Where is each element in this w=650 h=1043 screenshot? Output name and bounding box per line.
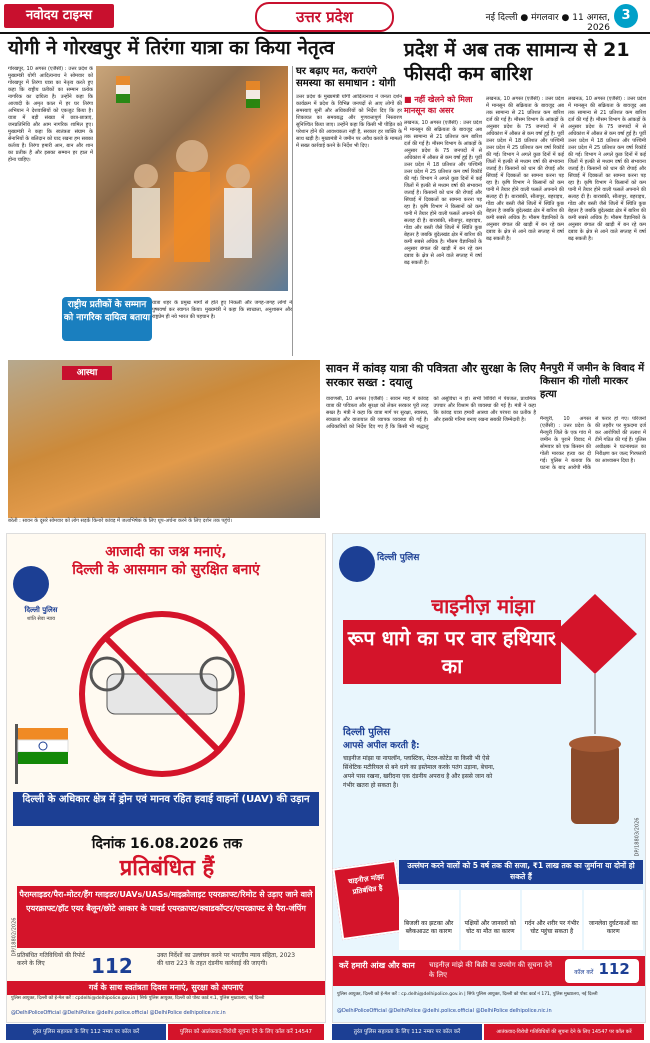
sidebar-body: उत्तर प्रदेश के मुख्यमंत्री योगी आदित्यनाथ ने जनता दर्शन कार्यक्रम में प्रदेश के विभिन्न जनपदों से आए लोगों की समस्याएं सुनीं और अधिकारियों को निर्देश दिए कि हर शिकायत का समयबद्ध और गुणवत्तापूर्ण निस्तारण सुनिश्चित किया जाए। उन्होंने कहा कि किसी भी पीड़ित को परेशान होने की आवश्यकता नहीं है, सरकार हर व्यक्ति के साथ खड़ी है। मुख्यमंत्री ने जमीन पर अवैध कब्जे के मामलों में सख्त कार्रवाई करने के निर्देश भी दिए। — [296, 94, 402, 149]
ad-right-stamp: चाइनीज़ मांझा प्रतिबंधित है — [332, 860, 405, 940]
newspaper-logo: नवोदय टाइम्स — [4, 4, 114, 28]
ad-right-cta — [333, 956, 645, 986]
story3-photo-caption: बरेली : सावन के दूसरे सोमवार को लोग सड़कें किनारे कांवड़ में जलाभिषेक के लिए धूप-अर्चना करने के लिए दर्शन तक पहुंचे। — [8, 518, 232, 524]
story2-body-2: लखनऊ, 10 अगस्त (एजैंसी) : उत्तर प्रदेश में मानसून की सक्रियता के बावजूद अब तक सामान्य से 21 प्रतिशत कम बारिश दर्ज की गई है। मौसम विभाग के आंकड़ों के अनुसार प्रदेश के 75 जनपदों में से अधिकांश में औसत से कम वर्षा हुई है। पूर्वी उत्तर प्रदेश में 18 प्रतिशत और पश्चिमी उत्तर प्रदेश में 25 प्रतिशत कम वर्षा रिकॉर्ड की गई। विभाग ने अगले कुछ दिनों में कई जिलों में हल्की से मध्यम वर्षा की संभावना जताई है। किसानों को धान की रोपाई और सिंचाई में दिक्कतों का सामना करना पड़ रहा है। कृषि विभाग ने किसानों को कम पानी में तैयार होने वाली फसलें अपनाने की सलाह दी है। बाराबंकी, सीतापुर, बहराइच, गोंडा और बस्ती जैसे जिलों में स्थिति कुछ बेहतर है जबकि बुंदेलखंड क्षेत्र में बारिश की कमी सबसे अधिक है। मौसम वैज्ञानिकों के अनुसार बंगाल की खाड़ी में बन रहे कम दबाव के क्षेत्र से आने वाले सप्ताह में वर्षा बढ़ सकती है। — [486, 96, 564, 242]
ad-left-bottom: गर्व के साथ स्वतंत्रता दिवस मनाएं, सुरक्षा को अपनाएं — [7, 981, 325, 995]
story1-body: गोरखपुर, 10 अगस्त (एजैंसी) : उत्तर प्रदेश के मुख्यमंत्री योगी आदित्यनाथ ने सोमवार को गोरखपुर में तिरंगा यात्रा का नेतृत्व करते हुए कहा कि राष्ट्रीय प्रतीकों का सम्मान प्रत्येक नागरिक का दायित्व है। उन्होंने कहा कि आजादी के अमृत काल में हर घर तिरंगा अभियान ने देशवासियों को एकजुट किया है। यात्रा में बड़ी संख्या में छात्र-छात्राएं, जनप्रतिनिधि और आम नागरिक शामिल हुए। मुख्यमंत्री ने कहा कि स्वतंत्रता संग्राम के सेनानियों के बलिदान को याद रखना हम सबका कर्तव्य है। तिरंगा हमारी आन, बान और शान का प्रतीक है और इसका सम्मान हर हाल में होना चाहिए। — [8, 66, 93, 163]
ad-right-eyes: करें हमारी आंख और कान — [339, 961, 415, 970]
delhi-police-manjha-ad — [332, 533, 646, 1023]
ad-right-dp: DP/18803/2026 — [634, 817, 641, 857]
ad-right-brand-top: दिल्ली पुलिस — [377, 553, 420, 563]
story1-photo — [96, 66, 288, 291]
ad-left-social: पुलिस आयुक्त, दिल्ली को ई-मेल करें : cpdelhi@delhipolice.gov.in | सिर्फ पुलिस आयुक्त, दिल्ली को पोस्ट कार्ड न.1, पुलिस मुख्यालय, नई दिल्ली — [11, 996, 265, 1001]
story1-sidebar — [292, 66, 402, 356]
risk-item: बिजली का झटका और ब्लैकआउट का कारण — [399, 890, 459, 950]
masthead — [0, 0, 650, 34]
kite-spool-icon — [547, 594, 643, 854]
tiranga-procession-image — [96, 66, 288, 291]
issue-date: नई दिल्ली ● मंगलवार ● 11 अगस्त, 2026 — [485, 13, 610, 33]
ad-left-report: प्रतिबंधित गतिविधियों की रिपोर्ट करने के लिए — [17, 952, 85, 967]
drone-prohibited-icon — [67, 604, 267, 784]
footer-strip — [0, 1022, 650, 1043]
footer-left: तुरंत पुलिस सहायता के लिए 112 नम्बर पर कॉल करें — [6, 1024, 166, 1040]
ad-left-date: दिनांक 16.08.2026 तक — [91, 836, 243, 852]
story2-headline: प्रदेश में अब तक सामान्य से 21 फीसदी कम बारिश — [404, 39, 630, 85]
risk-item: गर्दन और शरीर पर गंभीर चोट पहुंचा सकता है — [522, 890, 582, 950]
ad-right-handles: @DelhiPoliceOfficial @DelhiPolice @delhi.police.official @DelhiPolice delhipolice.nic.in — [337, 1008, 552, 1014]
story1-body-cont: यात्रा शहर के प्रमुख मार्गों से होते हुए निकली और जगह-जगह लोगों ने पुष्पवर्षा कर स्वागत किया। मुख्यमंत्री ने कहा कि स्वच्छता, अनुशासन और राष्ट्रप्रेम ही नये भारत की पहचान है। — [152, 300, 292, 320]
delhi-police-drone-ad — [6, 533, 326, 1023]
ad-left-prohibited: प्रतिबंधित हैं — [119, 856, 215, 881]
call-label: कॉल करें — [574, 969, 594, 976]
ad-right-appeal: आपसे अपील करती है: — [343, 741, 420, 751]
ad-right-title1: चाइनीज़ मांझा — [431, 594, 535, 618]
bullet-icon: ■ — [404, 95, 412, 104]
story4-body: मैनपुरी, 10 अगस्त (एजैंसी) : उत्तर प्रदेश के मैनपुरी जिले के एक गांव में जमीन के पुराने विवाद में सोमवार को एक किसान की गोली मारकर हत्या कर दी गई। पुलिस ने बताया कि घटना के बाद आरोपी मौके से फरार हो गए। परिजनों की तहरीर पर मुकदमा दर्ज कर आरोपियों की तलाश में टीमें गठित की गई हैं। पुलिस अधीक्षक ने घटनास्थल का निरीक्षण कर जल्द गिरफ्तारी का आश्वासन दिया है। — [540, 416, 646, 471]
story3-body: वाराणसी, 10 अगस्त (एजैंसी) : सावन माह में कांवड़ यात्रा की पवित्रता और सुरक्षा को लेकर सरकार पूरी तरह सख्त है। मंत्री ने कहा कि यात्रा मार्ग पर सुरक्षा, स्वास्थ्य, स्वच्छता और यातायात की व्यापक व्यवस्था की गई है। अधिकारियों को निर्देश दिए गए हैं कि किसी भी श्रद्धालु को असुविधा न हो। सभी शिविरों में पेयजल, प्राथमिक उपचार और विश्राम की व्यवस्था की गई है। मंत्री ने कहा कि कांवड़ यात्रा हमारी आस्था और परंपरा का प्रतीक है और इसकी गरिमा बनाए रखना सबकी जिम्मेदारी है। — [326, 396, 536, 430]
kicker-text: नहीं खेलने को मिला मानसून का असर — [404, 95, 473, 115]
ad-right-fine: उल्लंघन करने वालों को 5 वर्ष तक की सजा, ₹1 लाख तक का जुर्माना या दोनों हो सकते हैं — [399, 860, 643, 884]
section-title: उत्तर प्रदेश — [255, 2, 394, 32]
page-number: 3 — [614, 4, 638, 28]
india-flag-icon — [13, 724, 73, 784]
story4-headline: मैनपुरी में जमीन के विवाद में किसान की गोली मारकर हत्या — [540, 363, 645, 400]
story2-body-3: लखनऊ, 10 अगस्त (एजैंसी) : उत्तर प्रदेश में मानसून की सक्रियता के बावजूद अब तक सामान्य से 21 प्रतिशत कम बारिश दर्ज की गई है। मौसम विभाग के आंकड़ों के अनुसार प्रदेश के 75 जनपदों में से अधिकांश में औसत से कम वर्षा हुई है। पूर्वी उत्तर प्रदेश में 18 प्रतिशत और पश्चिमी उत्तर प्रदेश में 25 प्रतिशत कम वर्षा रिकॉर्ड की गई। विभाग ने अगले कुछ दिनों में कई जिलों में हल्की से मध्यम वर्षा की संभावना जताई है। किसानों को धान की रोपाई और सिंचाई में दिक्कतों का सामना करना पड़ रहा है। कृषि विभाग ने किसानों को कम पानी में तैयार होने वाली फसलें अपनाने की सलाह दी है। बाराबंकी, सीतापुर, बहराइच, गोंडा और बस्ती जैसे जिलों में स्थिति कुछ बेहतर है जबकि बुंदेलखंड क्षेत्र में बारिश की कमी सबसे अधिक है। मौसम वैज्ञानिकों के अनुसार बंगाल की खाड़ी में बन रहे कम दबाव के क्षेत्र से आने वाले सप्ताह में वर्षा बढ़ सकती है। — [568, 96, 646, 242]
risk-item: जानलेवा दुर्घटनाओं का कारण — [584, 890, 644, 950]
ad-right-brand: दिल्ली पुलिस — [343, 727, 391, 738]
story1-headline: योगी ने गोरखपुर में तिरंगा यात्रा का किया नेतृत्व — [8, 37, 335, 59]
footer-right2: आतंकवाद-विरोधी गतिविधियों की सूचना देने के लिए 14547 पर कॉल करें — [484, 1024, 644, 1040]
aastha-tag: आस्था — [62, 366, 112, 380]
ad-left-ban-text: दिल्ली के अधिकार क्षेत्र में ड्रोन एवं मानव रहित हवाई वाहनों (UAV) की उड़ान — [13, 792, 319, 826]
footer-right: तुरंत पुलिस सहायता के लिए 112 नम्बर पर कॉल करें — [332, 1024, 482, 1040]
ad-right-sell: चाइनीज़ मांझे की बिक्री या उपयोग की सूचना देने के लिए — [429, 961, 553, 979]
ad-right-social: पुलिस आयुक्त, दिल्ली को ई-मेल करें : cp.delhi@delhipolice.gov.in | सिर्फ पुलिस आयुक्त, दिल्ली को पोस्ट कार्ड नं 171, पुलिस मुख्यालय, नई दिल्ली — [337, 992, 598, 997]
risk-item: पक्षियों और जानवरों को चोट या मौत का कारण — [461, 890, 521, 950]
story1-badge: राष्ट्रीय प्रतीकों के सम्मान को नागरिक दायित्व बताया — [60, 295, 154, 343]
police-emblem-icon — [339, 546, 375, 582]
ad-left-brand: दिल्ली पुलिस — [24, 606, 58, 614]
ad-right-appeal-text: चाइनीज मांझा या नायलॉन, प्लास्टिक, मेटल-कोटेड या किसी भी ऐसे सिंथेटिक मटीरियल से बने धागे का इस्तेमाल करके पतंग उड़ाना, बेचना, अपने पास रखना, खरीदना एक दंडनीय अपराध है और इससे जान को गंभीर खतरा हो सकता है। — [343, 755, 495, 789]
sidebar-headline: घर बढ़ाए मत, कराएंगे समस्या का समाधान : योगी — [296, 66, 396, 89]
ad-left-dp: DP/18802/2026 — [11, 917, 18, 957]
ad-left-helpline: 112 — [91, 954, 133, 978]
story2-kicker — [404, 94, 484, 116]
ad-left-title2: दिल्ली के आसमान को सुरक्षित बनाएं — [72, 562, 260, 578]
ad-left-penalty: उक्त निर्देशों का उल्लंघन करने पर भारतीय न्याय संहिता, 2023 की धारा 223 के तहत दंडनीय कार्रवाई की जाएगी। — [157, 952, 296, 967]
story2-body-1: लखनऊ, 10 अगस्त (एजैंसी) : उत्तर प्रदेश में मानसून की सक्रियता के बावजूद अब तक सामान्य से 21 प्रतिशत कम बारिश दर्ज की गई है। मौसम विभाग के आंकड़ों के अनुसार प्रदेश के 75 जनपदों में से अधिकांश में औसत से कम वर्षा हुई है। पूर्वी उत्तर प्रदेश में 18 प्रतिशत और पश्चिमी उत्तर प्रदेश में 25 प्रतिशत कम वर्षा रिकॉर्ड की गई। विभाग ने अगले कुछ दिनों में कई जिलों में हल्की से मध्यम वर्षा की संभावना जताई है। किसानों को धान की रोपाई और सिंचाई में दिक्कतों का सामना करना पड़ रहा है। कृषि विभाग ने किसानों को कम पानी में तैयार होने वाली फसलें अपनाने की सलाह दी है। बाराबंकी, सीतापुर, बहराइच, गोंडा और बस्ती जैसे जिलों में स्थिति कुछ बेहतर है जबकि बुंदेलखंड क्षेत्र में बारिश की कमी सबसे अधिक है। मौसम वैज्ञानिकों के अनुसार बंगाल की खाड़ी में बन रहे कम दबाव के क्षेत्र से आने वाले सप्ताह में वर्षा बढ़ सकती है। — [404, 120, 482, 266]
story3-headline: सावन में कांवड़ यात्रा की पवित्रता और सुरक्षा के लिए सरकार सख्त : दयालु — [326, 362, 536, 389]
footer-left2: पुलिस को आतंकवाद-विरोधी सूचना देने के लिए कॉल करें 14547 — [168, 1024, 324, 1040]
ad-right-title2: रूप धागे का पर वार हथियार का — [343, 620, 561, 684]
ad-right-risks — [399, 890, 643, 950]
ad-left-title1: आजादी का जश्न मनाएं, — [105, 544, 227, 560]
ad-left-motto: शांति सेवा न्याय — [26, 616, 56, 622]
ad-left-handles: @DelhiPoliceOfficial @DelhiPolice @delhi.police.official @DelhiPolice delhipolice.nic.in — [11, 1010, 226, 1016]
ad-right-helpline: 112 — [598, 960, 630, 978]
ad-right-call-box — [565, 959, 639, 983]
story3-photo — [8, 360, 320, 518]
ad-left-list: पैराग्लाइडर/पैरा-मोटर/हैंग ग्लाइडर/UAVs/UASs/माइक्रोलाइट एयरक्राफ्ट/रिमोट से उड़ाए जाने वाले एयरक्राफ्ट/हॉट एयर बैलून/छोटे आकार के पावर्ड एयरक्राफ्ट/क्वाडकॉप्टर/एयरक्राफ्ट से पैरा-जंपिंग — [17, 886, 315, 948]
police-emblem-icon — [13, 566, 49, 602]
